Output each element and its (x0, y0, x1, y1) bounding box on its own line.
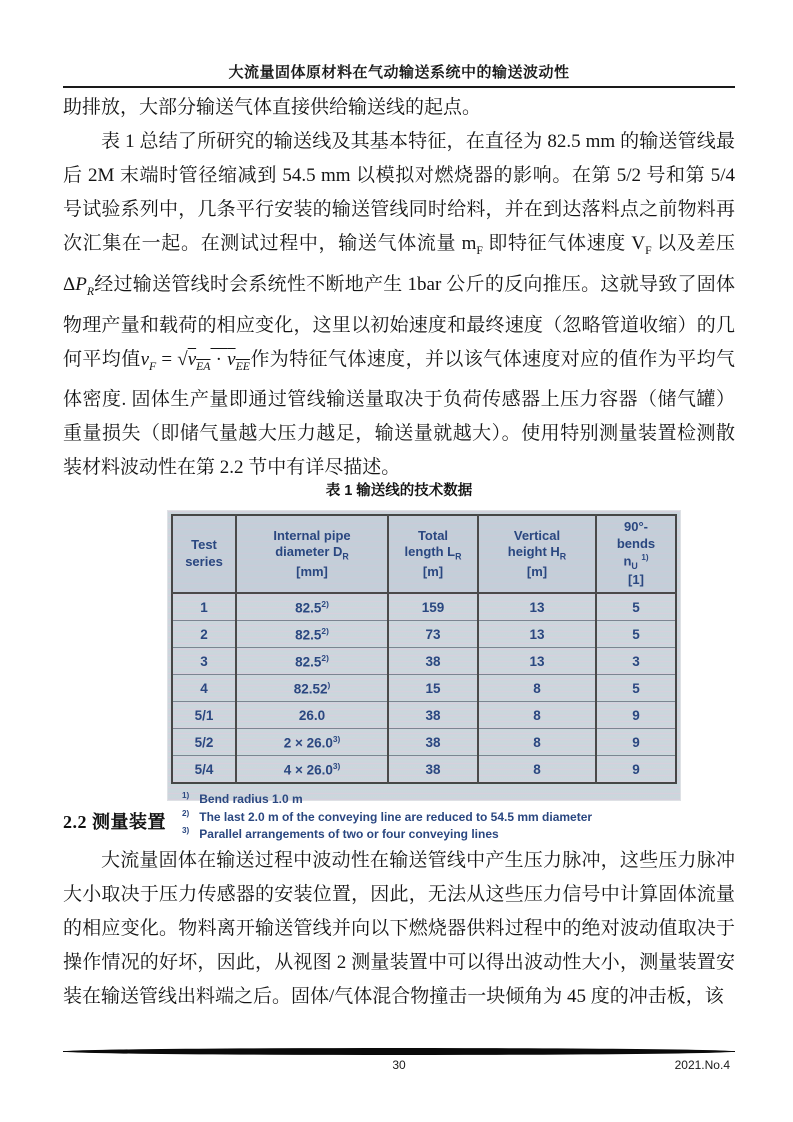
cell-bends: 5 (596, 621, 676, 648)
table-row (172, 675, 676, 702)
header-rule (63, 86, 735, 88)
cell-total-length: 15 (388, 675, 478, 702)
table-footnote (182, 807, 680, 825)
table-footnote (182, 789, 680, 807)
col-header-total-length: Total length $L_R$ [m] (388, 515, 478, 593)
cell-vertical-height: 8 (478, 675, 596, 702)
footnote-marker: 3) (182, 826, 190, 835)
cell-diameter: 26.0 (236, 702, 388, 729)
footer-rule (63, 1048, 735, 1055)
cell-diameter: 82.5$^{2)}$ (236, 593, 388, 621)
table-caption: 表 1 输送线的技术数据 (325, 483, 473, 499)
cell-diameter: 82.5$^{2)}$ (236, 621, 388, 648)
cell-vertical-height: 8 (478, 756, 596, 784)
cell-diameter: 82.5$^{2)}$ (236, 648, 388, 675)
table-row (172, 593, 676, 621)
cell-test-series: 2 (172, 621, 236, 648)
cell-total-length: 73 (388, 621, 478, 648)
table-row (172, 648, 676, 675)
cell-total-length: 38 (388, 756, 478, 784)
cell-vertical-height: 13 (478, 593, 596, 621)
table-header-row (172, 515, 676, 593)
table-row (172, 756, 676, 784)
cell-test-series: 5/2 (172, 729, 236, 756)
paragraph-continuation: 助排放，大部分输送气体直接供给输送线的起点。 (63, 97, 482, 118)
issue-number: 2021.No.4 (674, 1058, 730, 1072)
footnote-text: Parallel arrangements of two or four conveying lines (199, 827, 499, 841)
cell-bends: 5 (596, 593, 676, 621)
table-row (172, 702, 676, 729)
cell-test-series: 1 (172, 593, 236, 621)
cell-total-length: 159 (388, 593, 478, 621)
cell-bends: 9 (596, 756, 676, 784)
cell-bends: 9 (596, 729, 676, 756)
cell-test-series: 4 (172, 675, 236, 702)
col-header-vertical-height: Vertical height $H_R$ [m] (478, 515, 596, 593)
table-footnote (182, 824, 680, 842)
footnote-text: Bend radius 1.0 m (199, 792, 303, 806)
cell-vertical-height: 8 (478, 729, 596, 756)
cell-bends: 3 (596, 648, 676, 675)
cell-total-length: 38 (388, 729, 478, 756)
footnote-marker: 2) (182, 808, 190, 818)
table-row (172, 729, 676, 756)
cell-bends: 5 (596, 675, 676, 702)
cell-diameter: 82.52) (236, 675, 388, 702)
table-scan-image (168, 511, 680, 841)
footnote-text: The last 2.0 m of the conveying line are reduced to 54.5 mm diameter (199, 809, 593, 824)
cell-diameter: $4 \times 26.0^{3)}$ (236, 756, 388, 784)
footnote-marker: 1) (182, 791, 190, 800)
paragraph-measuring-device: 大流量固体在输送过程中波动性在输送管线中产生压力脉冲，这些压力脉冲大小取决于压力传感器的安装位置，因此，无法从这些压力信号中计算固体流量的相应变化。物料离开输送管线并向以下燃烧器供料过程中的绝对波动值取决于操作情况的好坏，因此，从视图 2 测量装置中可以得出波动性大小，测量装置安装在输送管线出料端之后。固体/气体混合物撞击一块倾角为 45 度的冲击板，该 (63, 850, 735, 1007)
cell-vertical-height: 13 (478, 621, 596, 648)
running-header-title: 大流量固体原材料在气动输送系统中的输送波动性 (228, 65, 570, 81)
cell-vertical-height: 13 (478, 648, 596, 675)
col-header-90deg-bends: 90°- bends $n_U$ $^{1)}$ [1] (596, 515, 676, 593)
cell-bends: 9 (596, 702, 676, 729)
cell-total-length: 38 (388, 648, 478, 675)
section-heading-measuring-device: 2.2 测量装置 (63, 812, 166, 832)
paragraph-conveying-lines: 表 1 总结了所研究的输送线及其基本特征，在直径为 82.5 mm 的输送管线最后 2M 末端时管径缩减到 54.5 mm 以模拟对燃烧器的影响。在第 5/2 号和第 5/4 号试验系列中，几条平行安装的输送管线同时给料，并在到达落料点之前物料再次汇集在一起。在测试过程中，输送气体流量 $m_F$ 即特征气体速度 $V_F$ 以及差压$\Delta P_R$经过输送管线时会系统性不断地产生 1bar 公斤的反向推压。这就导致了固体物理产量和载荷的相应变化，这里以初始速度和最终速度（忽略管道收缩）的几何平均值$v_F = √v_{EA} \cdot v_{EE}$作为特征气体速度，并以该气体速度对应的值作为平均气体密度. 固体生产量即通过管线输送量取决于负荷传感器上压力容器（储气罐）重量损失（即储气量越大压力越足，输送量就越大）。使用特别测量装置检测散装材料波动性在第 2.2 节中有详尽描述。 (63, 131, 735, 479)
cell-vertical-height: 8 (478, 702, 596, 729)
cell-test-series: 3 (172, 648, 236, 675)
col-header-test-series: Test series (172, 515, 236, 593)
cell-test-series: 5/1 (172, 702, 236, 729)
col-header-internal-pipe-diameter: Internal pipe diameter $D_R$ [mm] (236, 515, 388, 593)
cell-total-length: 38 (388, 702, 478, 729)
cell-test-series: 5/4 (172, 756, 236, 784)
table-footnotes (182, 789, 680, 842)
page-number: 30 (392, 1058, 406, 1072)
cell-diameter: $2 \times 26.0^{3)}$ (236, 729, 388, 756)
conveying-lines-table (171, 514, 677, 784)
table-row (172, 621, 676, 648)
